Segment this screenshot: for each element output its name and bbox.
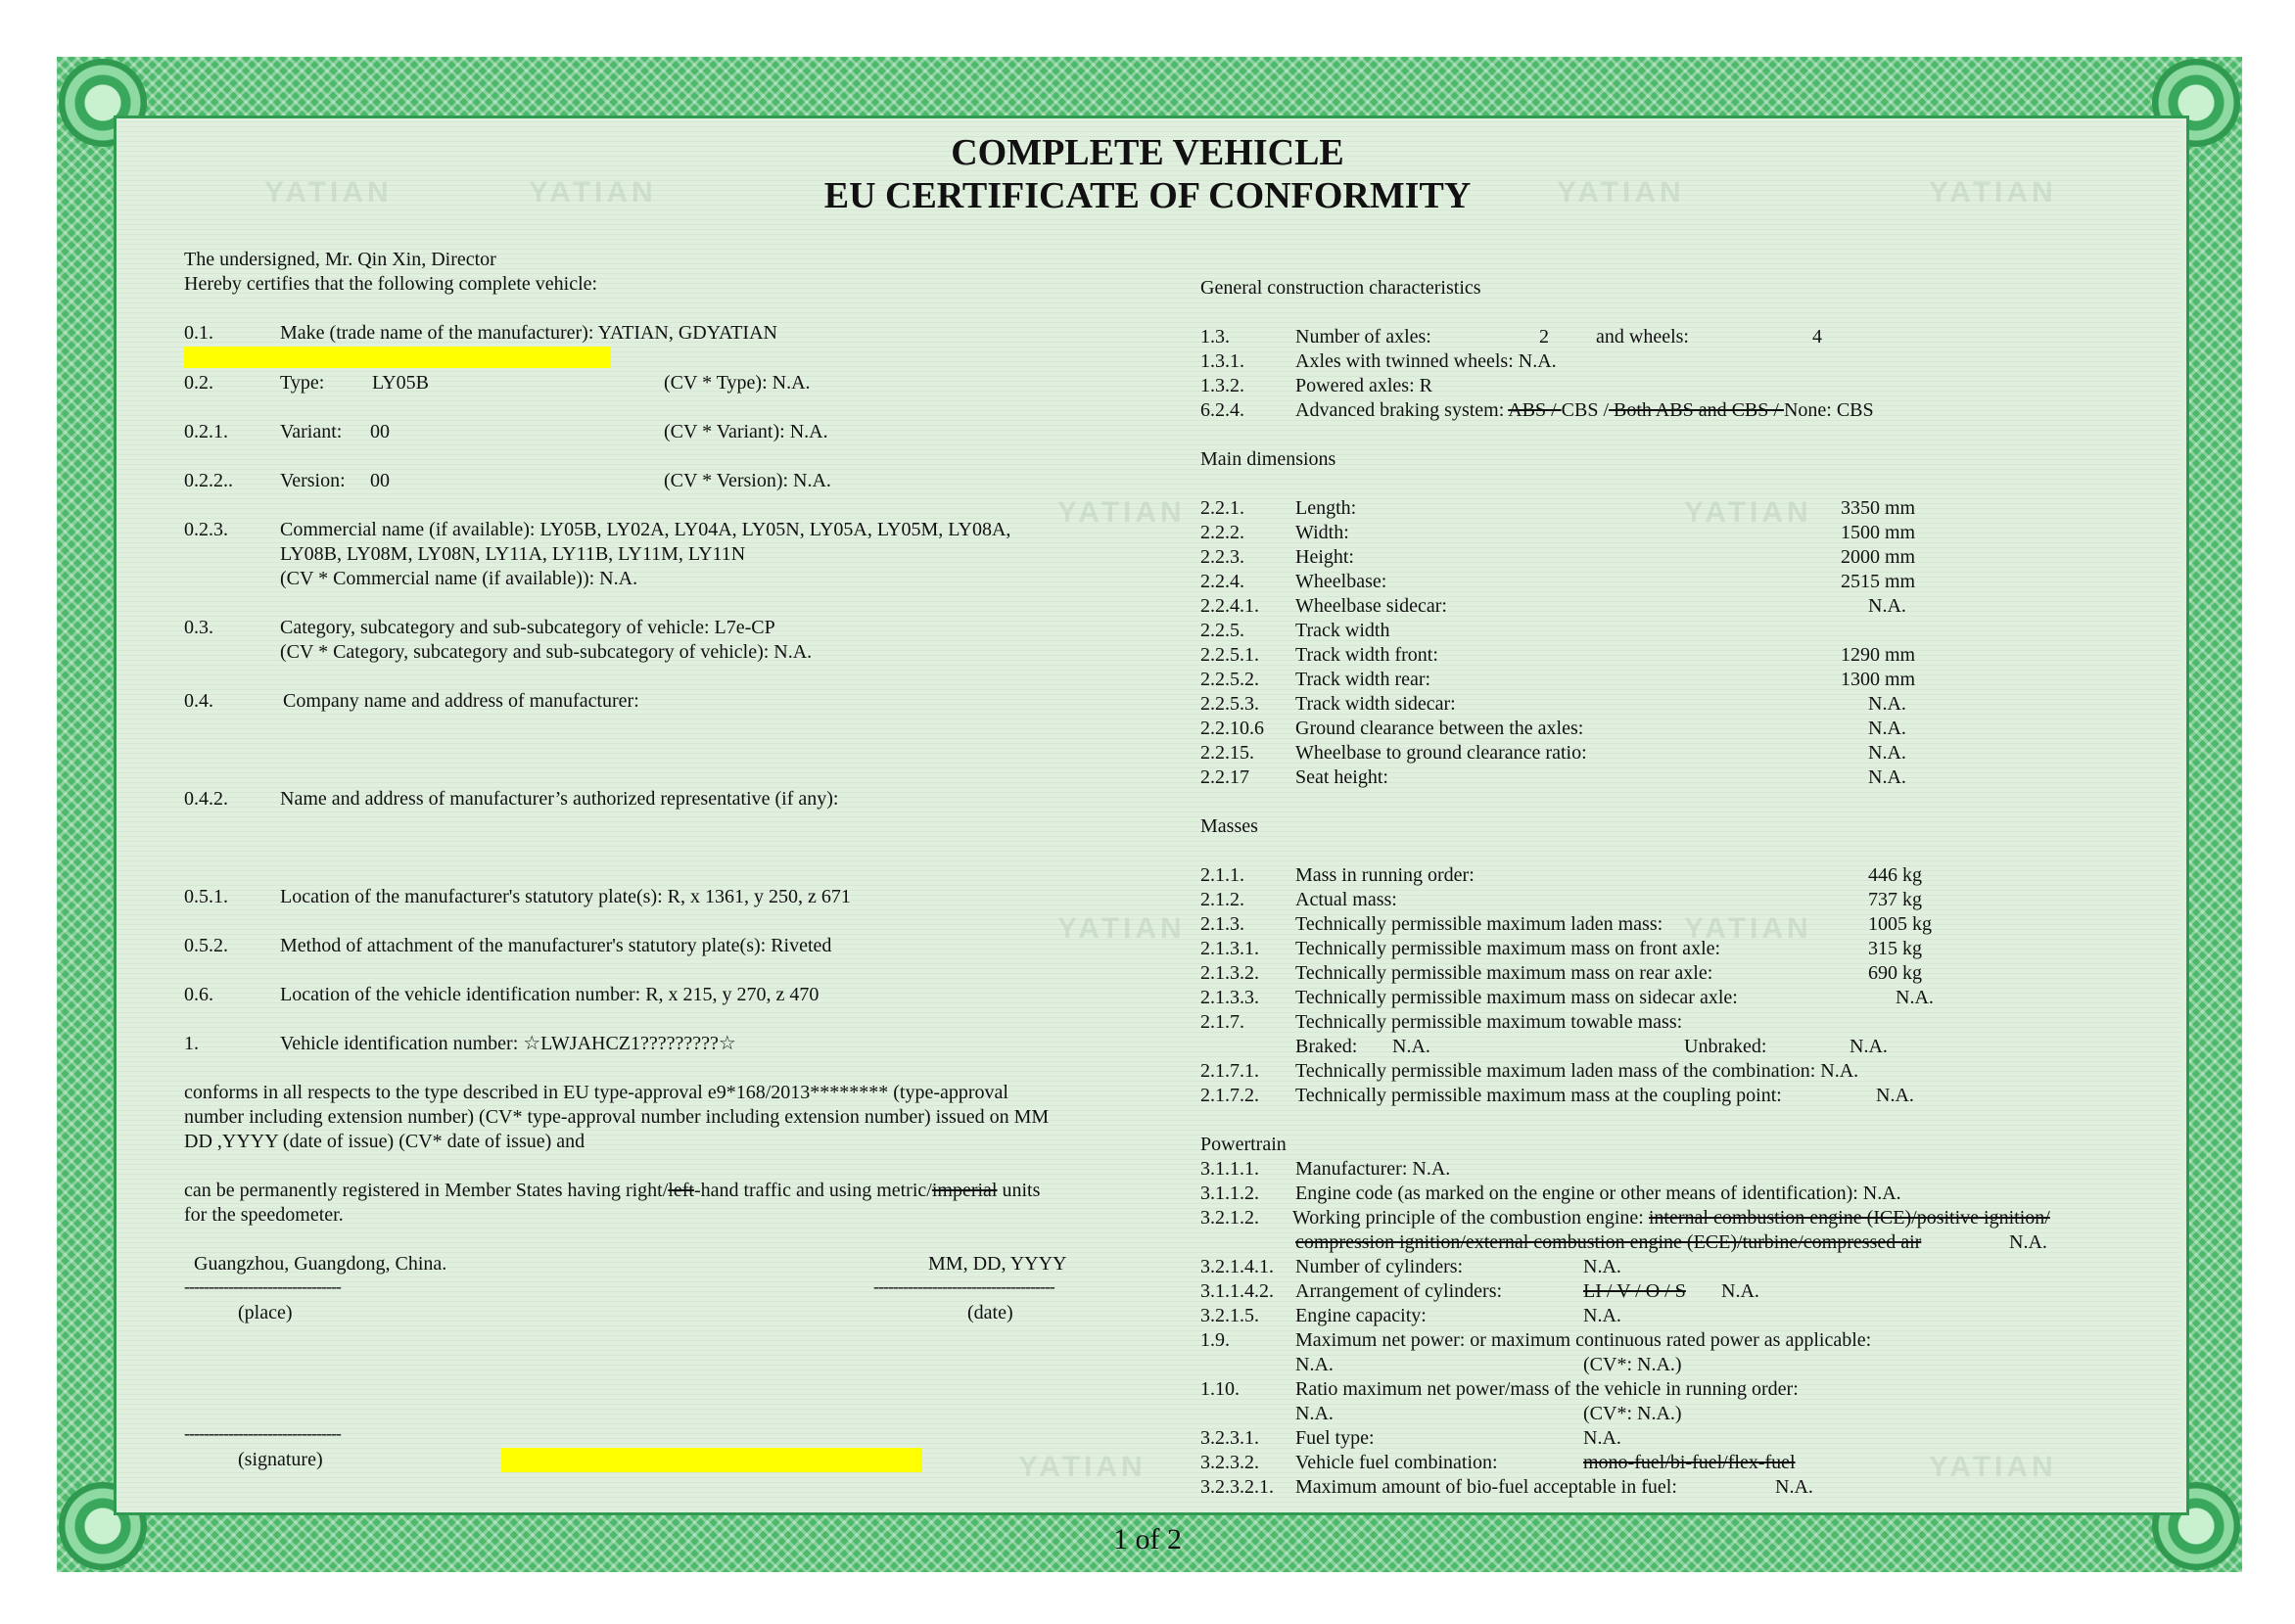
working-principle-strike: internal combustion engine (ICE)/positive ignition/ xyxy=(1648,1207,2050,1229)
section-heading-masses: Masses xyxy=(1200,815,1258,837)
braking-text: CBS / xyxy=(1561,399,1610,421)
item-number: 2.2.5.2. xyxy=(1200,669,1259,690)
item-number: 0.1. xyxy=(184,322,213,344)
item-number: 3.2.3.2. xyxy=(1200,1452,1259,1473)
item-number: 2.2.3. xyxy=(1200,546,1244,568)
conformity-line-2: number including extension number) (CV* type-approval number including extension number) issued on MM xyxy=(184,1106,1050,1128)
field-value: N.A. xyxy=(1868,693,1906,715)
item-number: 0.4. xyxy=(184,690,213,712)
item-number: 2.2.1. xyxy=(1200,497,1244,519)
plate-location: Location of the manufacturer's statutory plate(s): R, x 1361, y 250, z 671 xyxy=(280,886,851,907)
fuel-type-value: N.A. xyxy=(1583,1427,1621,1449)
variant-label: Variant: xyxy=(280,421,343,442)
coupling-value: N.A. xyxy=(1876,1085,1914,1106)
field-value: 446 kg xyxy=(1868,864,1922,886)
field-value: 1005 kg xyxy=(1868,913,1932,935)
type-label: Type: xyxy=(280,372,325,394)
version-label: Version: xyxy=(280,470,346,491)
category-line-2: (CV * Category, subcategory and sub-subcategory of vehicle): N.A. xyxy=(280,641,813,663)
field-value: N.A. xyxy=(1868,766,1906,788)
working-principle xyxy=(1292,1206,2050,1230)
item-number: 2.2.5.3. xyxy=(1200,693,1259,715)
section-heading-general: General construction characteristics xyxy=(1200,277,1481,299)
registration-line-1 xyxy=(184,1179,1040,1203)
item-number: 3.2.3.1. xyxy=(1200,1427,1259,1449)
section-heading-powertrain: Powertrain xyxy=(1200,1134,1287,1155)
field-label: Wheelbase to ground clearance ratio: xyxy=(1295,742,1587,764)
powered-axles: Powered axles: R xyxy=(1295,375,1432,396)
item-number: 2.1.3.2. xyxy=(1200,962,1259,984)
item-number: 0.5.1. xyxy=(184,886,228,907)
place-line: -------------------------------- xyxy=(184,1276,341,1296)
page-number: 1 of 2 xyxy=(1113,1523,1182,1555)
item-number: 3.1.1.2. xyxy=(1200,1183,1259,1204)
registration-text: units xyxy=(997,1180,1041,1201)
field-value: 1290 mm xyxy=(1841,644,1916,666)
braking-system xyxy=(1295,398,1874,423)
conformity-line-1: conforms in all respects to the type described in EU type-approval e9*168/2013******** (type-approval xyxy=(184,1082,1008,1103)
item-number: 2.1.7.1. xyxy=(1200,1060,1259,1082)
vin-location: Location of the vehicle identification number: R, x 215, y 270, z 470 xyxy=(280,984,820,1005)
net-power-value: N.A. xyxy=(1295,1354,1334,1375)
field-label: Width: xyxy=(1295,522,1349,543)
field-label: Track width sidecar: xyxy=(1295,693,1456,715)
registration-text: can be permanently registered in Member States having right/ xyxy=(184,1180,669,1201)
field-value: 690 kg xyxy=(1868,962,1922,984)
conformity-line-3: DD ,YYYY (date of issue) (CV* date of issue) and xyxy=(184,1131,585,1152)
item-number: 1. xyxy=(184,1033,199,1054)
fuel-combination-strike: mono-fuel/bi-fuel/flex-fuel xyxy=(1583,1452,1796,1473)
item-number: 1.9. xyxy=(1200,1329,1230,1351)
title-line-1: COMPLETE VEHICLE xyxy=(951,132,1344,173)
watermark: YATIAN xyxy=(264,176,393,209)
item-number: 0.3. xyxy=(184,617,213,638)
axles-label: Number of axles: xyxy=(1295,326,1431,348)
bio-fuel-label: Maximum amount of bio-fuel acceptable in fuel: xyxy=(1295,1476,1677,1498)
engine-code: Engine code (as marked on the engine or other means of identification): N.A. xyxy=(1295,1183,1901,1204)
field-label: Height: xyxy=(1295,546,1354,568)
net-power-label: Maximum net power: or maximum continuous rated power as applicable: xyxy=(1295,1329,1872,1351)
place-label: (place) xyxy=(238,1302,293,1323)
item-number: 2.2.5. xyxy=(1200,620,1244,641)
registration-line-2: for the speedometer. xyxy=(184,1204,344,1226)
signature-line: -------------------------------- xyxy=(184,1423,341,1443)
version-cv: (CV * Version): N.A. xyxy=(664,470,831,491)
field-label: Actual mass: xyxy=(1295,889,1397,910)
field-label: Technically permissible maximum mass on sidecar axle: xyxy=(1295,987,1738,1008)
braking-text: None: CBS xyxy=(1783,399,1874,421)
watermark: YATIAN xyxy=(1684,496,1812,529)
type-value: LY05B xyxy=(372,372,429,394)
registration-strike: left xyxy=(668,1180,694,1201)
capacity-label: Engine capacity: xyxy=(1295,1305,1427,1326)
item-number: 2.2.2. xyxy=(1200,522,1244,543)
braking-strike: Both ABS and CBS / xyxy=(1609,399,1784,421)
watermark: YATIAN xyxy=(1057,912,1186,945)
variant-value: 00 xyxy=(370,421,390,442)
combination-mass: Technically permissible maximum laden mass of the combination: N.A. xyxy=(1295,1060,1859,1082)
watermark: YATIAN xyxy=(1557,176,1685,209)
variant-cv: (CV * Variant): N.A. xyxy=(664,421,828,442)
watermark: YATIAN xyxy=(1929,1451,2057,1483)
item-number: 6.2.4. xyxy=(1200,399,1244,421)
bio-fuel-value: N.A. xyxy=(1775,1476,1813,1498)
item-number: 2.2.10.6 xyxy=(1200,718,1264,739)
item-number: 0.6. xyxy=(184,984,213,1005)
arrangement-label: Arrangement of cylinders: xyxy=(1295,1280,1503,1302)
item-number: 0.4.2. xyxy=(184,788,228,810)
item-number: 0.2.1. xyxy=(184,421,228,442)
wheels-value: 4 xyxy=(1812,326,1822,348)
field-label: Track width rear: xyxy=(1295,669,1431,690)
version-value: 00 xyxy=(370,470,390,491)
field-value: 315 kg xyxy=(1868,938,1922,959)
item-number: 3.1.1.1. xyxy=(1200,1158,1259,1180)
item-number: 2.1.3. xyxy=(1200,913,1244,935)
item-number: 0.2.3. xyxy=(184,519,228,540)
commercial-name-line-1: Commercial name (if available): LY05B, LY02A, LY04A, LY05N, LY05A, LY05M, LY08A, xyxy=(280,519,1011,540)
item-number: 1.3. xyxy=(1200,326,1230,348)
wheels-label: and wheels: xyxy=(1596,326,1689,348)
capacity-value: N.A. xyxy=(1583,1305,1621,1326)
item-number: 3.2.1.2. xyxy=(1200,1207,1259,1229)
field-label: Mass in running order: xyxy=(1295,864,1475,886)
redaction-highlight xyxy=(184,347,611,368)
braking-strike: ABS / xyxy=(1508,399,1562,421)
date-label: (date) xyxy=(967,1302,1013,1323)
power-ratio-value: N.A. xyxy=(1295,1403,1334,1424)
field-label: Track width front: xyxy=(1295,644,1438,666)
item-number: 2.1.1. xyxy=(1200,864,1244,886)
field-value: N.A. xyxy=(1868,718,1906,739)
field-label: Technically permissible maximum mass on front axle: xyxy=(1295,938,1721,959)
item-number: 2.2.15. xyxy=(1200,742,1254,764)
watermark: YATIAN xyxy=(1057,496,1186,529)
braked-label: Braked: xyxy=(1295,1036,1358,1057)
item-number: 2.2.4.1. xyxy=(1200,595,1259,617)
intro-line-1: The undersigned, Mr. Qin Xin, Director xyxy=(184,249,496,270)
representative: Name and address of manufacturer’s authorized representative (if any): xyxy=(280,788,839,810)
item-number: 0.2.2.. xyxy=(184,470,233,491)
field-label: Seat height: xyxy=(1295,766,1388,788)
item-number: 2.2.5.1. xyxy=(1200,644,1259,666)
net-power-cv: (CV*: N.A.) xyxy=(1583,1354,1682,1375)
item-number: 0.2. xyxy=(184,372,213,394)
field-label: Technically permissible maximum mass on rear axle: xyxy=(1295,962,1713,984)
braked-value: N.A. xyxy=(1392,1036,1430,1057)
cylinders-label: Number of cylinders: xyxy=(1295,1256,1464,1277)
field-value: 2515 mm xyxy=(1841,571,1916,592)
braking-text: Advanced braking system: xyxy=(1295,399,1509,421)
section-heading-dimensions: Main dimensions xyxy=(1200,448,1336,470)
cylinders-value: N.A. xyxy=(1583,1256,1621,1277)
commercial-name-line-3: (CV * Commercial name (if available)): N.A. xyxy=(280,568,638,589)
item-number: 3.2.3.2.1. xyxy=(1200,1476,1274,1498)
place-value: Guangzhou, Guangdong, China. xyxy=(194,1253,447,1275)
axles-value: 2 xyxy=(1539,326,1549,348)
field-value: 1300 mm xyxy=(1841,669,1916,690)
watermark: YATIAN xyxy=(529,176,657,209)
field-label: Length: xyxy=(1295,497,1357,519)
company-name: Company name and address of manufacturer: xyxy=(283,690,639,712)
field-value: N.A. xyxy=(1868,595,1906,617)
make-line: Make (trade name of the manufacturer): YATIAN, GDYATIAN xyxy=(280,322,777,344)
field-label: Technically permissible maximum laden mass: xyxy=(1295,913,1663,935)
working-principle-text: Working principle of the combustion engine: xyxy=(1292,1207,1649,1229)
redaction-highlight xyxy=(501,1448,922,1472)
item-number: 1.3.2. xyxy=(1200,375,1244,396)
field-value: N.A. xyxy=(1896,987,1934,1008)
unbraked-label: Unbraked: xyxy=(1684,1036,1767,1057)
item-number: 1.3.1. xyxy=(1200,350,1244,372)
item-number: 2.1.7. xyxy=(1200,1011,1244,1033)
intro-line-2: Hereby certifies that the following complete vehicle: xyxy=(184,273,598,295)
registration-strike: imperial xyxy=(931,1180,998,1201)
field-value: 2000 mm xyxy=(1841,546,1916,568)
engine-manufacturer: Manufacturer: N.A. xyxy=(1295,1158,1451,1180)
power-ratio-label: Ratio maximum net power/mass of the vehicle in running order: xyxy=(1295,1378,1799,1400)
item-number: 3.1.1.4.2. xyxy=(1200,1280,1274,1302)
item-number: 2.1.7.2. xyxy=(1200,1085,1259,1106)
arrangement-strike: LI / V / O / S xyxy=(1583,1280,1686,1302)
field-value: 1500 mm xyxy=(1841,522,1916,543)
watermark: YATIAN xyxy=(1018,1451,1147,1483)
vin: Vehicle identification number: ☆LWJAHCZ1?????????☆ xyxy=(280,1033,736,1054)
signature-label: (signature) xyxy=(238,1449,323,1470)
towable-mass: Technically permissible maximum towable mass: xyxy=(1295,1011,1683,1033)
type-cv: (CV * Type): N.A. xyxy=(664,372,811,394)
field-label: Ground clearance between the axles: xyxy=(1295,718,1584,739)
item-number: 2.1.2. xyxy=(1200,889,1244,910)
item-number: 2.2.17 xyxy=(1200,766,1249,788)
field-value: N.A. xyxy=(1868,742,1906,764)
registration-text: -hand traffic and using metric/ xyxy=(693,1180,932,1201)
title-line-2: EU CERTIFICATE OF CONFORMITY xyxy=(823,175,1472,216)
watermark: YATIAN xyxy=(1684,912,1812,945)
category-line-1: Category, subcategory and sub-subcategory of vehicle: L7e-CP xyxy=(280,617,775,638)
date-value: MM, DD, YYYY xyxy=(928,1253,1067,1275)
date-line: ------------------------------------- xyxy=(873,1276,1054,1296)
item-number: 3.2.1.5. xyxy=(1200,1305,1259,1326)
fuel-combination-label: Vehicle fuel combination: xyxy=(1295,1452,1498,1473)
field-label: Track width xyxy=(1295,620,1390,641)
watermark: YATIAN xyxy=(1929,176,2057,209)
unbraked-value: N.A. xyxy=(1850,1036,1888,1057)
coupling-mass: Technically permissible maximum mass at the coupling point: xyxy=(1295,1085,1782,1106)
twinned-wheels: Axles with twinned wheels: N.A. xyxy=(1295,350,1557,372)
item-number: 2.2.4. xyxy=(1200,571,1244,592)
item-number: 2.1.3.1. xyxy=(1200,938,1259,959)
item-number: 2.1.3.3. xyxy=(1200,987,1259,1008)
field-label: Wheelbase: xyxy=(1295,571,1387,592)
field-label: Wheelbase sidecar: xyxy=(1295,595,1447,617)
plate-attachment: Method of attachment of the manufacturer's statutory plate(s): Riveted xyxy=(280,935,832,956)
field-value: 3350 mm xyxy=(1841,497,1916,519)
working-principle-value: N.A. xyxy=(2009,1231,2047,1253)
field-value: 737 kg xyxy=(1868,889,1922,910)
item-number: 0.5.2. xyxy=(184,935,228,956)
item-number: 1.10. xyxy=(1200,1378,1240,1400)
fuel-type-label: Fuel type: xyxy=(1295,1427,1375,1449)
commercial-name-line-2: LY08B, LY08M, LY08N, LY11A, LY11B, LY11M, LY11N xyxy=(280,543,746,565)
item-number: 3.2.1.4.1. xyxy=(1200,1256,1274,1277)
arrangement-value: N.A. xyxy=(1721,1280,1759,1302)
power-ratio-cv: (CV*: N.A.) xyxy=(1583,1403,1682,1424)
working-principle-strike-2: compression ignition/external combustion engine (ECE)/turbine/compressed air xyxy=(1295,1231,1922,1253)
